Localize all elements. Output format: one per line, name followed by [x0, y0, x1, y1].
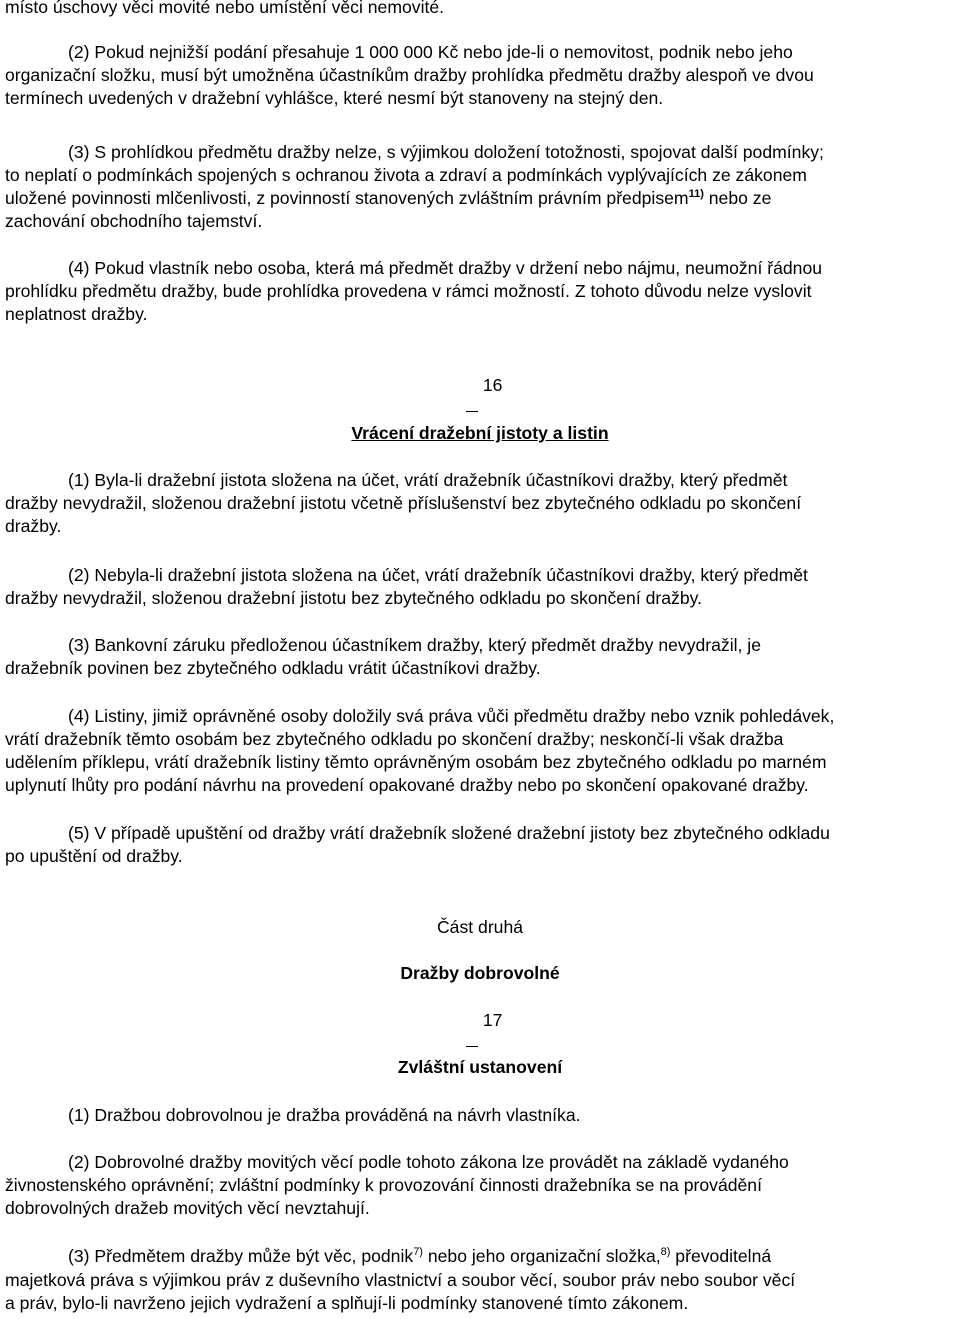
- text-line: prohlídku předmětu dražby, bude prohlídka provedena v rámci možností. Z tohoto důvodu nelze vyslovit: [5, 281, 812, 301]
- footnote-ref: 11): [688, 188, 704, 200]
- text-line: udělením příklepu, vrátí dražebník listiny těmto oprávněným osobám bez zbytečného odkladu po marném: [5, 752, 827, 772]
- text-fragment: uložené povinnosti mlčenlivosti, z povinností stanovených zvláštním právním předpisem: [5, 188, 689, 208]
- section-heading-16: [466, 374, 502, 396]
- footnote-ref: 8): [660, 1246, 671, 1258]
- paragraph-2-line: (2) Pokud nejnižší podání přesahuje 1 000 000 Kč nebo jde-li o nemovitost, podnik nebo jeho: [68, 42, 793, 62]
- text-fragment: nebo ze: [703, 188, 772, 208]
- text-line: dobrovolných dražeb movitých věcí nevztahují.: [5, 1198, 370, 1218]
- footnote-ref: 7): [413, 1246, 423, 1258]
- text-line: majetková práva s výjimkou práv z duševního vlastnictví a soubor věcí, soubor práv nebo soubor věcí: [5, 1270, 796, 1290]
- text-line: organizační složku, musí být umožněna účastníkům dražby prohlídka předmětu dražby alespoň ve dvou: [5, 65, 814, 85]
- text-line: [5, 187, 771, 209]
- paragraph-line: [68, 1245, 771, 1267]
- paragraph-line: (1) Dražbou dobrovolnou je dražba prováděná na návrh vlastníka.: [68, 1105, 581, 1125]
- paragraph-line: (2) Nebyla-li dražební jistota složena na účet, vrátí dražebník účastníkovi dražby, který předmět: [68, 565, 808, 585]
- paragraph-line: (5) V případě upuštění od dražby vrátí dražebník složené dražební jistoty bez zbytečného odkladu: [68, 823, 830, 843]
- paragraph-line: (1) Byla-li dražební jistota složena na účet, vrátí dražebník účastníkovi dražby, který předmět: [68, 470, 788, 490]
- text-line: a práv, bylo-li navrženo jejich vydražení a splňují-li podmínky stanovené tímto zákonem.: [5, 1293, 689, 1313]
- section-heading-17: [466, 1009, 502, 1031]
- text-line: neplatnost dražby.: [5, 304, 148, 324]
- paragraph-line: (3) Bankovní záruku předloženou účastníkem dražby, který předmět dražby nevydražil, je: [68, 635, 762, 655]
- text-line: po upuštění od dražby.: [5, 846, 183, 866]
- text-fragment: převoditelná: [670, 1246, 772, 1266]
- paragraph-4-line: (4) Pokud vlastník nebo osoba, která má předmět dražby v držení nebo nájmu, neumožní řádnou: [68, 258, 823, 278]
- part-heading: Část druhá: [436, 917, 524, 937]
- paragraph-line: (4) Listiny, jimiž oprávněné osoby doložily svá práva vůči předmětu dražby nebo vznik pohledávek,: [68, 706, 835, 726]
- text-line: živnostenského oprávnění; zvláštní podmínky k provozování činnosti dražebníka se na provádění: [5, 1175, 762, 1195]
- text-line: dražebník povinen bez zbytečného odkladu vrátit účastníkovi dražby.: [5, 658, 541, 678]
- paragraph-3-line: (3) S prohlídkou předmětu dražby nelze, s výjimkou doložení totožnosti, spojovat další podmínky;: [68, 142, 824, 162]
- text-line: vrátí dražebník těmto osobám bez zbytečného odkladu po skončení dražby; neskončí-li však dražba: [5, 729, 784, 749]
- text-line: termínech uvedených v dražební vyhlášce, které nesmí být stanoveny na stejný den.: [5, 88, 664, 108]
- text-line: místo úschovy věci movité nebo umístění věci nemovité.: [5, 0, 445, 17]
- part-title: Dražby dobrovolné: [400, 963, 560, 983]
- text-line: uplynutí lhůty pro podání návrhu na provedení opakované dražby nebo po skončení opakované dražby.: [5, 775, 809, 795]
- text-fragment: nebo jeho organizační složka,: [422, 1246, 661, 1266]
- text-line: dražby.: [5, 516, 62, 536]
- section-number: 16: [482, 375, 503, 395]
- section-number: 17: [482, 1010, 503, 1030]
- text-line: dražby nevydražil, složenou dražební jistotu bez zbytečného odkladu po skončení dražby.: [5, 588, 702, 608]
- section-title: Vrácení dražební jistoty a listin: [351, 423, 609, 443]
- text-line: to neplatí o podmínkách spojených s ochranou života a zdraví a podmínkách vyplývajících ze zákonem: [5, 165, 807, 185]
- text-line: dražby nevydražil, složenou dražební jistotu včetně příslušenství bez zbytečného odkladu po skončení: [5, 493, 802, 513]
- section-title: Zvláštní ustanovení: [397, 1057, 563, 1077]
- text-fragment: (3) Předmětem dražby může být věc, podnik: [68, 1246, 414, 1266]
- text-line: zachování obchodního tajemství.: [5, 211, 263, 231]
- paragraph-line: (2) Dobrovolné dražby movitých věcí podle tohoto zákona lze provádět na základě vydaného: [68, 1152, 789, 1172]
